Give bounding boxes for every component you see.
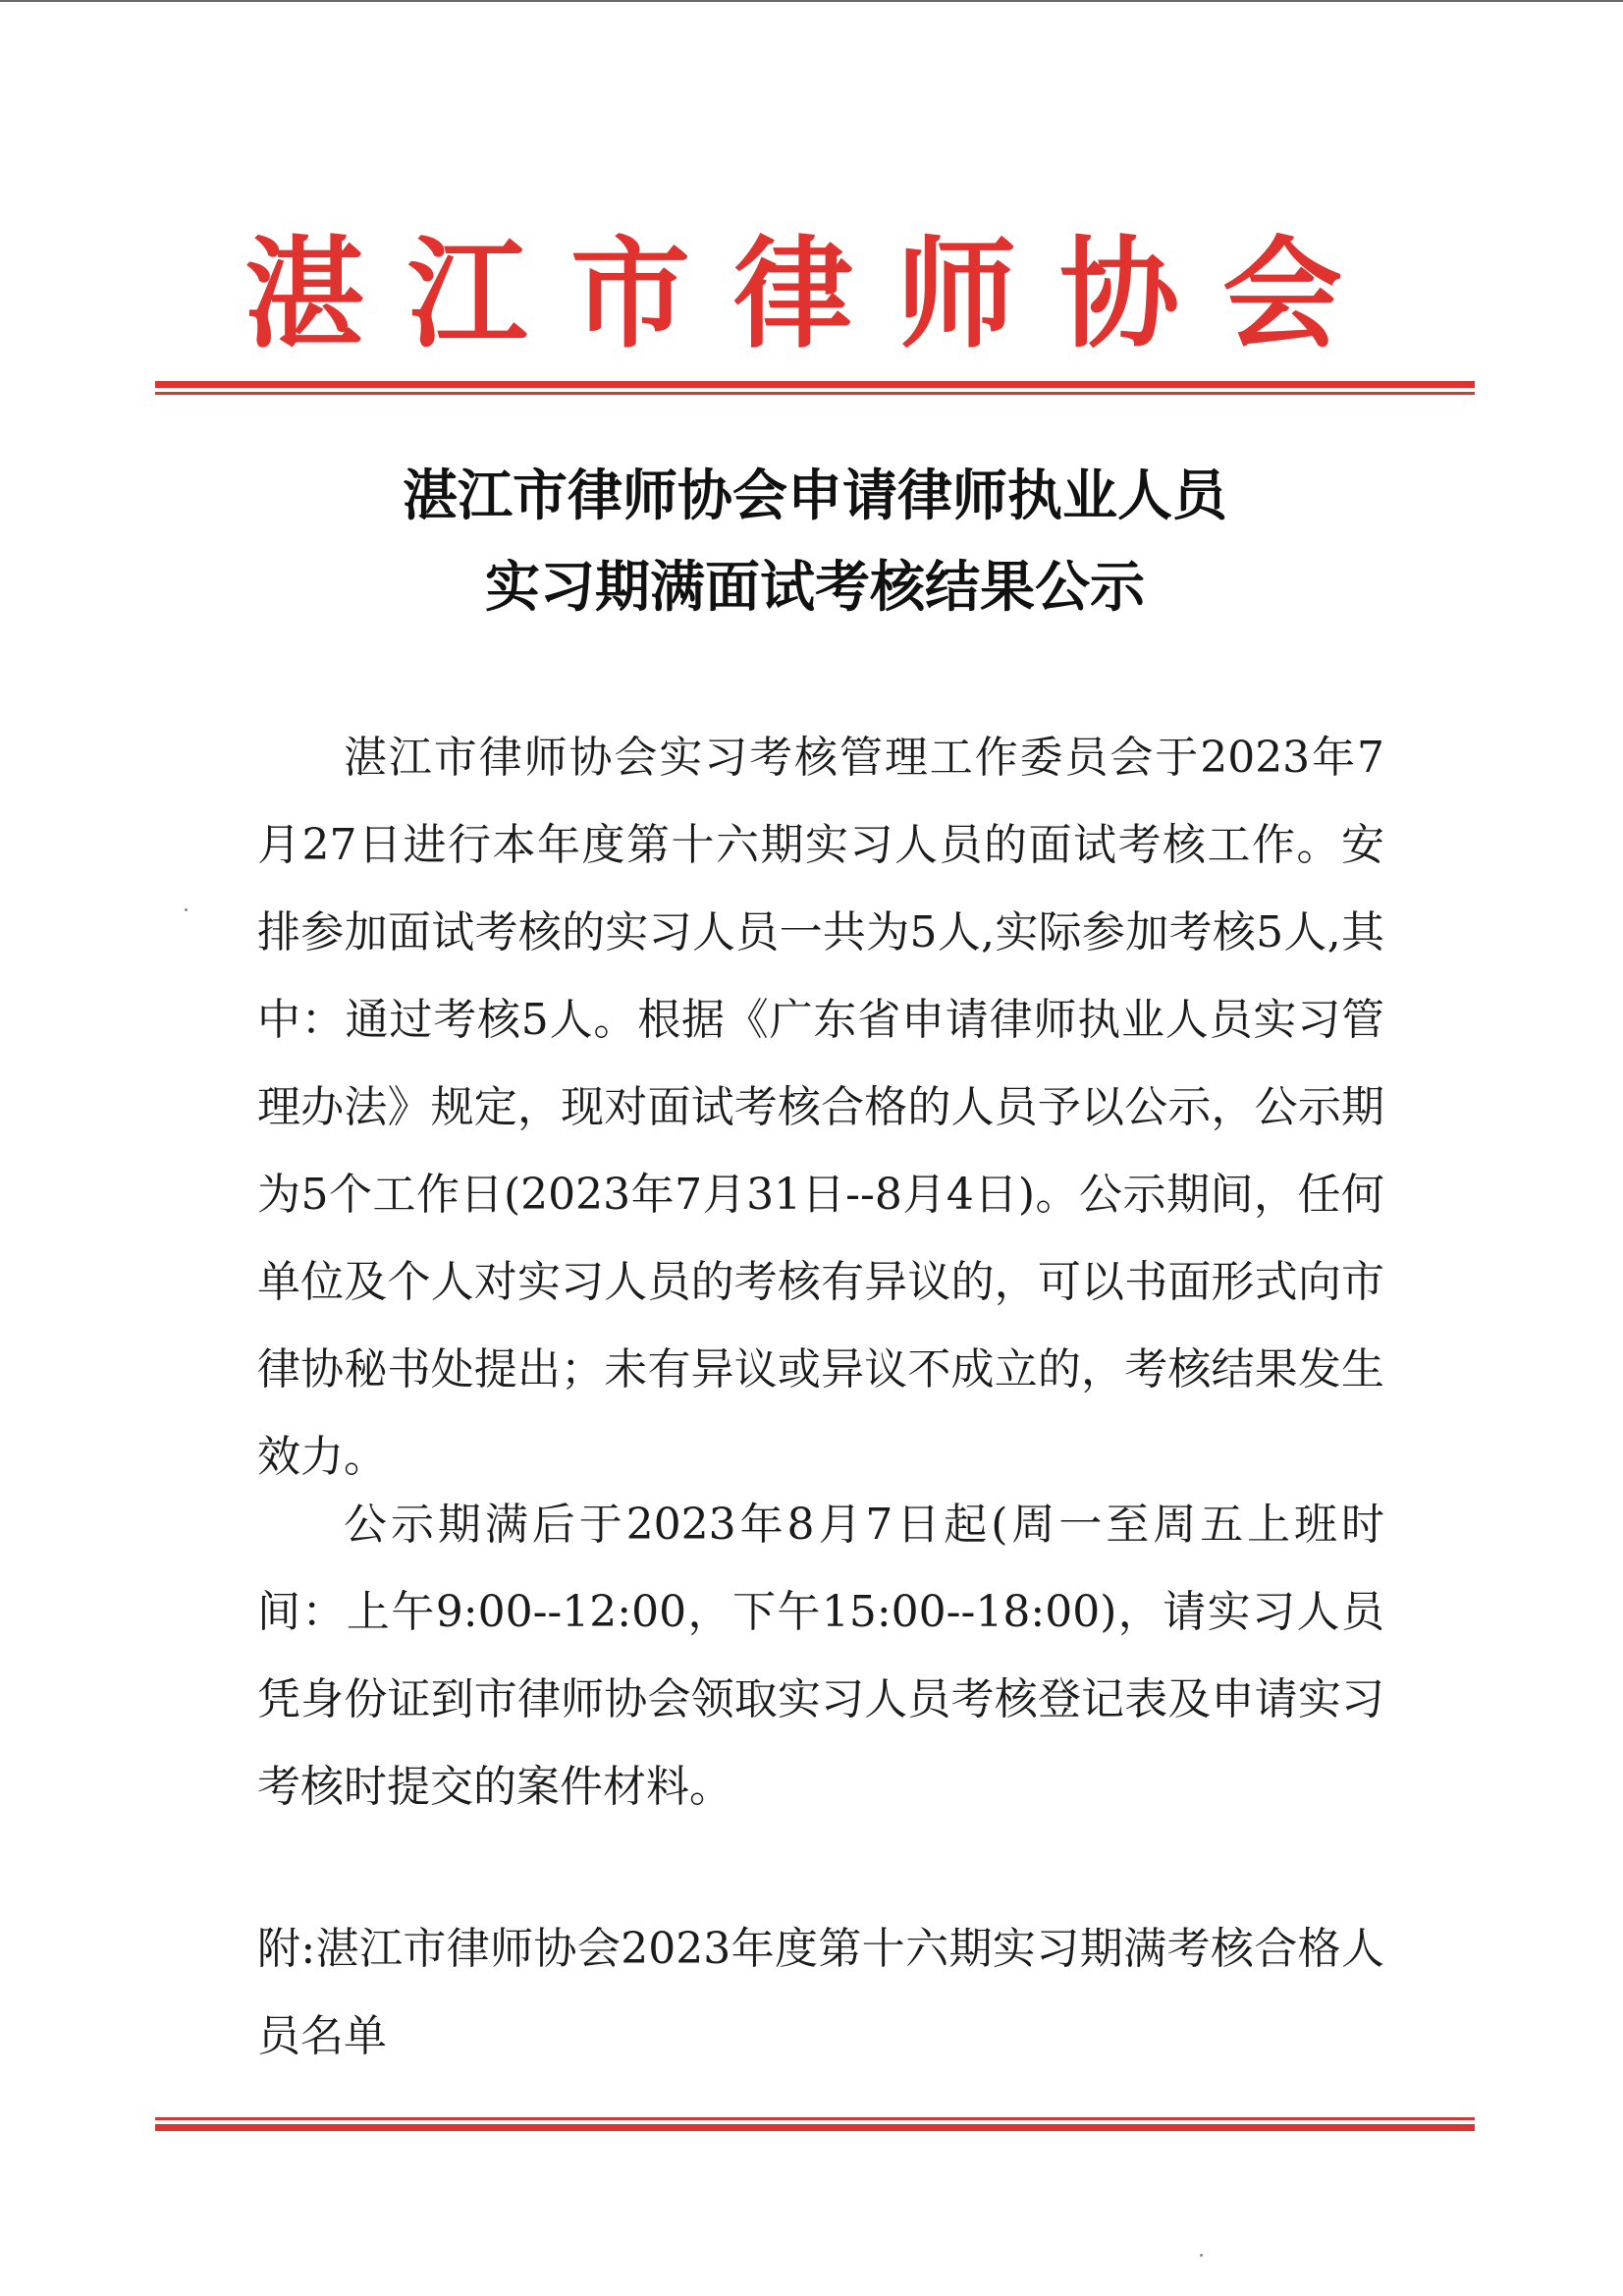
document-title-line-2: 实习期满面试考核结果公示 xyxy=(485,556,1145,620)
footer-red-rule xyxy=(155,2117,1475,2131)
document-title-line-1: 湛江市律师协会申请律师执业人员 xyxy=(403,465,1227,528)
paragraph-2-text: 公示期满后于2023年8月7日起(周一至周五上班时间：上午9:00--12:00，下午15:00--18:00)，请实习人员凭身份证到市律师协会领取实习人员考核登记表及申请实习考核时提交的案件材料。 xyxy=(257,1500,1384,1812)
notice-paragraph-2 xyxy=(257,1481,1384,1831)
attachment-note: 附:湛江市律师协会2023年度第十六期实习期满考核合格人员名单 xyxy=(257,1924,1384,2061)
letterhead-red-rule xyxy=(155,381,1475,395)
scan-speck xyxy=(185,908,188,911)
scan-edge xyxy=(0,0,1623,2)
letterhead-org-name: 湛江市律师协会 xyxy=(244,225,1385,364)
scan-speck xyxy=(1200,2254,1203,2257)
paragraph-1-text: 湛江市律师协会实习考核管理工作委员会于2023年7月27日进行本年度第十六期实习人员的面试考核工作。安排参加面试考核的实习人员一共为5人,实际参加考核5人,其中：通过考核5人。根据《广东省申请律师执业人员实习管理办法》规定，现对面试考核合格的人员予以公示，公示期为5个工作日(2023年7月31日--8月4日)。公示期间，任何单位及个人对实习人员的考核有异议的，可以书面形式向市律协秘书处提出；未有异议或异议不成立的，考核结果发生效力。 xyxy=(257,733,1384,1482)
notice-paragraph-1 xyxy=(257,714,1384,1501)
